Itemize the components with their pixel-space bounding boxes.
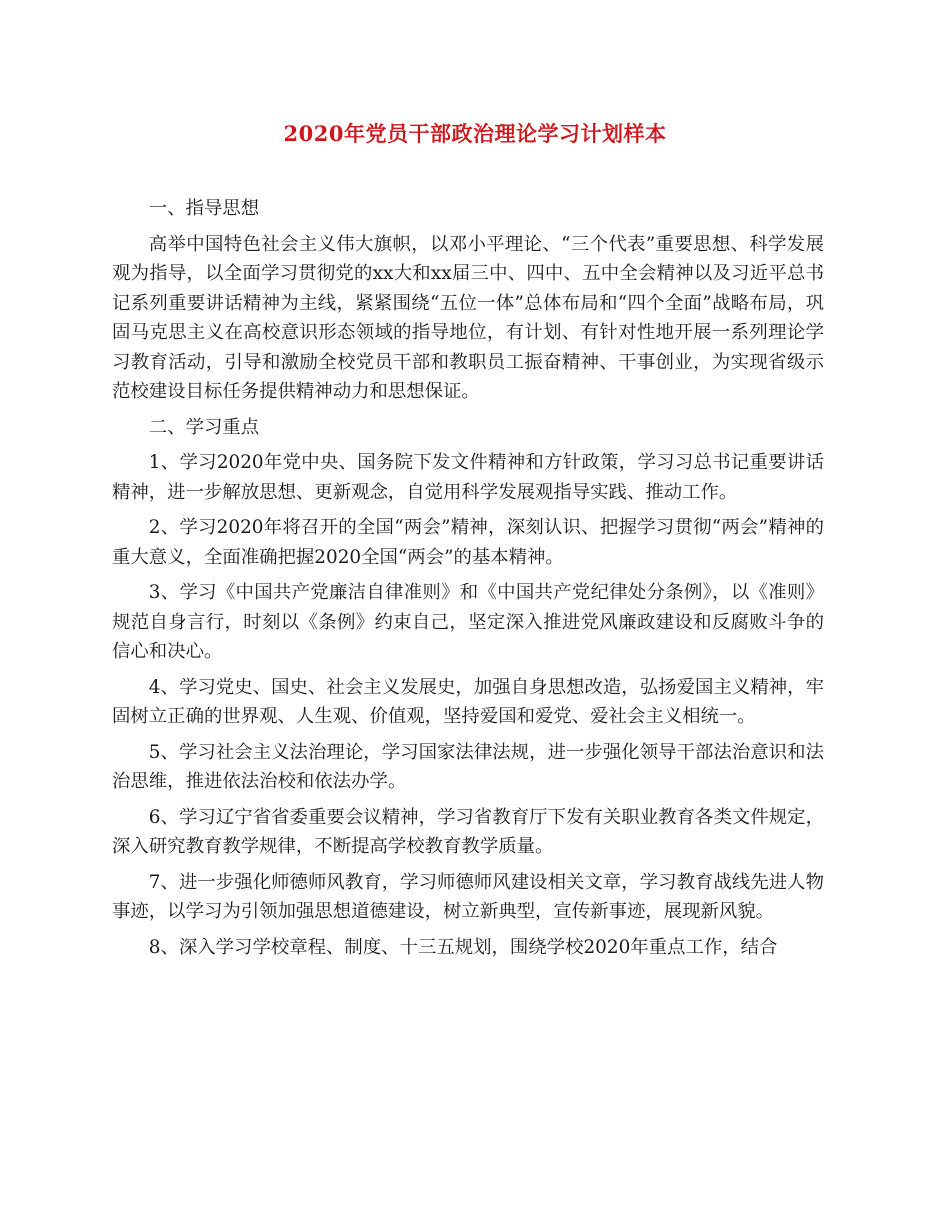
study-item-7: 7、进一步强化师德师风教育，学习师德师风建设相关文章，学习教育战线先进人物事迹，以学习为引领加强思想道德建设，树立新典型，宣传新事迹，展现新风貌。 [112, 871, 824, 922]
document-body [112, 194, 824, 968]
paragraph-guiding-ideology: 高举中国特色社会主义伟大旗帜，以邓小平理论、“三个代表”重要思想、科学发展观为指导，以全面学习贯彻党的xx大和xx届三中、四中、五中全会精神以及习近平总书记系列重要讲话精神为主线，紧紧围绕“五位一体”总体布局和“四个全面”战略布局，巩固马克思主义在高校意识形态领域的指导地位，有计划、有针对性地开展一系列理论学习教育活动，引导和激励全校党员干部和教职员工振奋精神、干事创业，为实现省级示范校建设目标任务提供精神动力和思想保证。 [112, 233, 824, 402]
section-heading-study-focus: 二、学习重点 [148, 416, 260, 438]
study-item-2: 2、学习2020年将召开的全国“两会”精神，深刻认识、把握学习贯彻“两会”精神的重大意义，全面准确把握2020全国“两会”的基本精神。 [112, 517, 824, 568]
study-item-6: 6、学习辽宁省省委重要会议精神，学习省教育厅下发有关职业教育各类文件规定，深入研究教育教学规律，不断提高学校教育教学质量。 [112, 806, 824, 857]
study-item-5: 5、学习社会主义法治理论，学习国家法律法规，进一步强化领导干部法治意识和法治思维，推进依法治校和依法办学。 [112, 741, 824, 792]
section-heading-guiding-ideology: 一、指导思想 [148, 198, 260, 219]
study-item-1: 1、学习2020年党中央、国务院下发文件精神和方针政策，学习习总书记重要讲话精神，进一步解放思想、更新观念，自觉用科学发展观指导实践、推动工作。 [112, 452, 824, 503]
study-item-4: 4、学习党史、国史、社会主义发展史，加强自身思想改造，弘扬爱国主义精神，牢固树立正确的世界观、人生观、价值观，坚持爱国和爱党、爱社会主义相统一。 [112, 676, 824, 727]
study-item-8: 8、深入学习学校章程、制度、十三五规划，围绕学校2020年重点工作，结合 [148, 936, 778, 958]
document-title: 2020年党员干部政治理论学习计划样本 [283, 121, 667, 146]
study-item-3: 3、学习《中国共产党廉洁自律准则》和《中国共产党纪律处分条例》，以《准则》规范自身言行，时刻以《条例》约束自己，坚定深入推进党风廉政建设和反腐败斗争的信心和决心。 [112, 582, 824, 662]
